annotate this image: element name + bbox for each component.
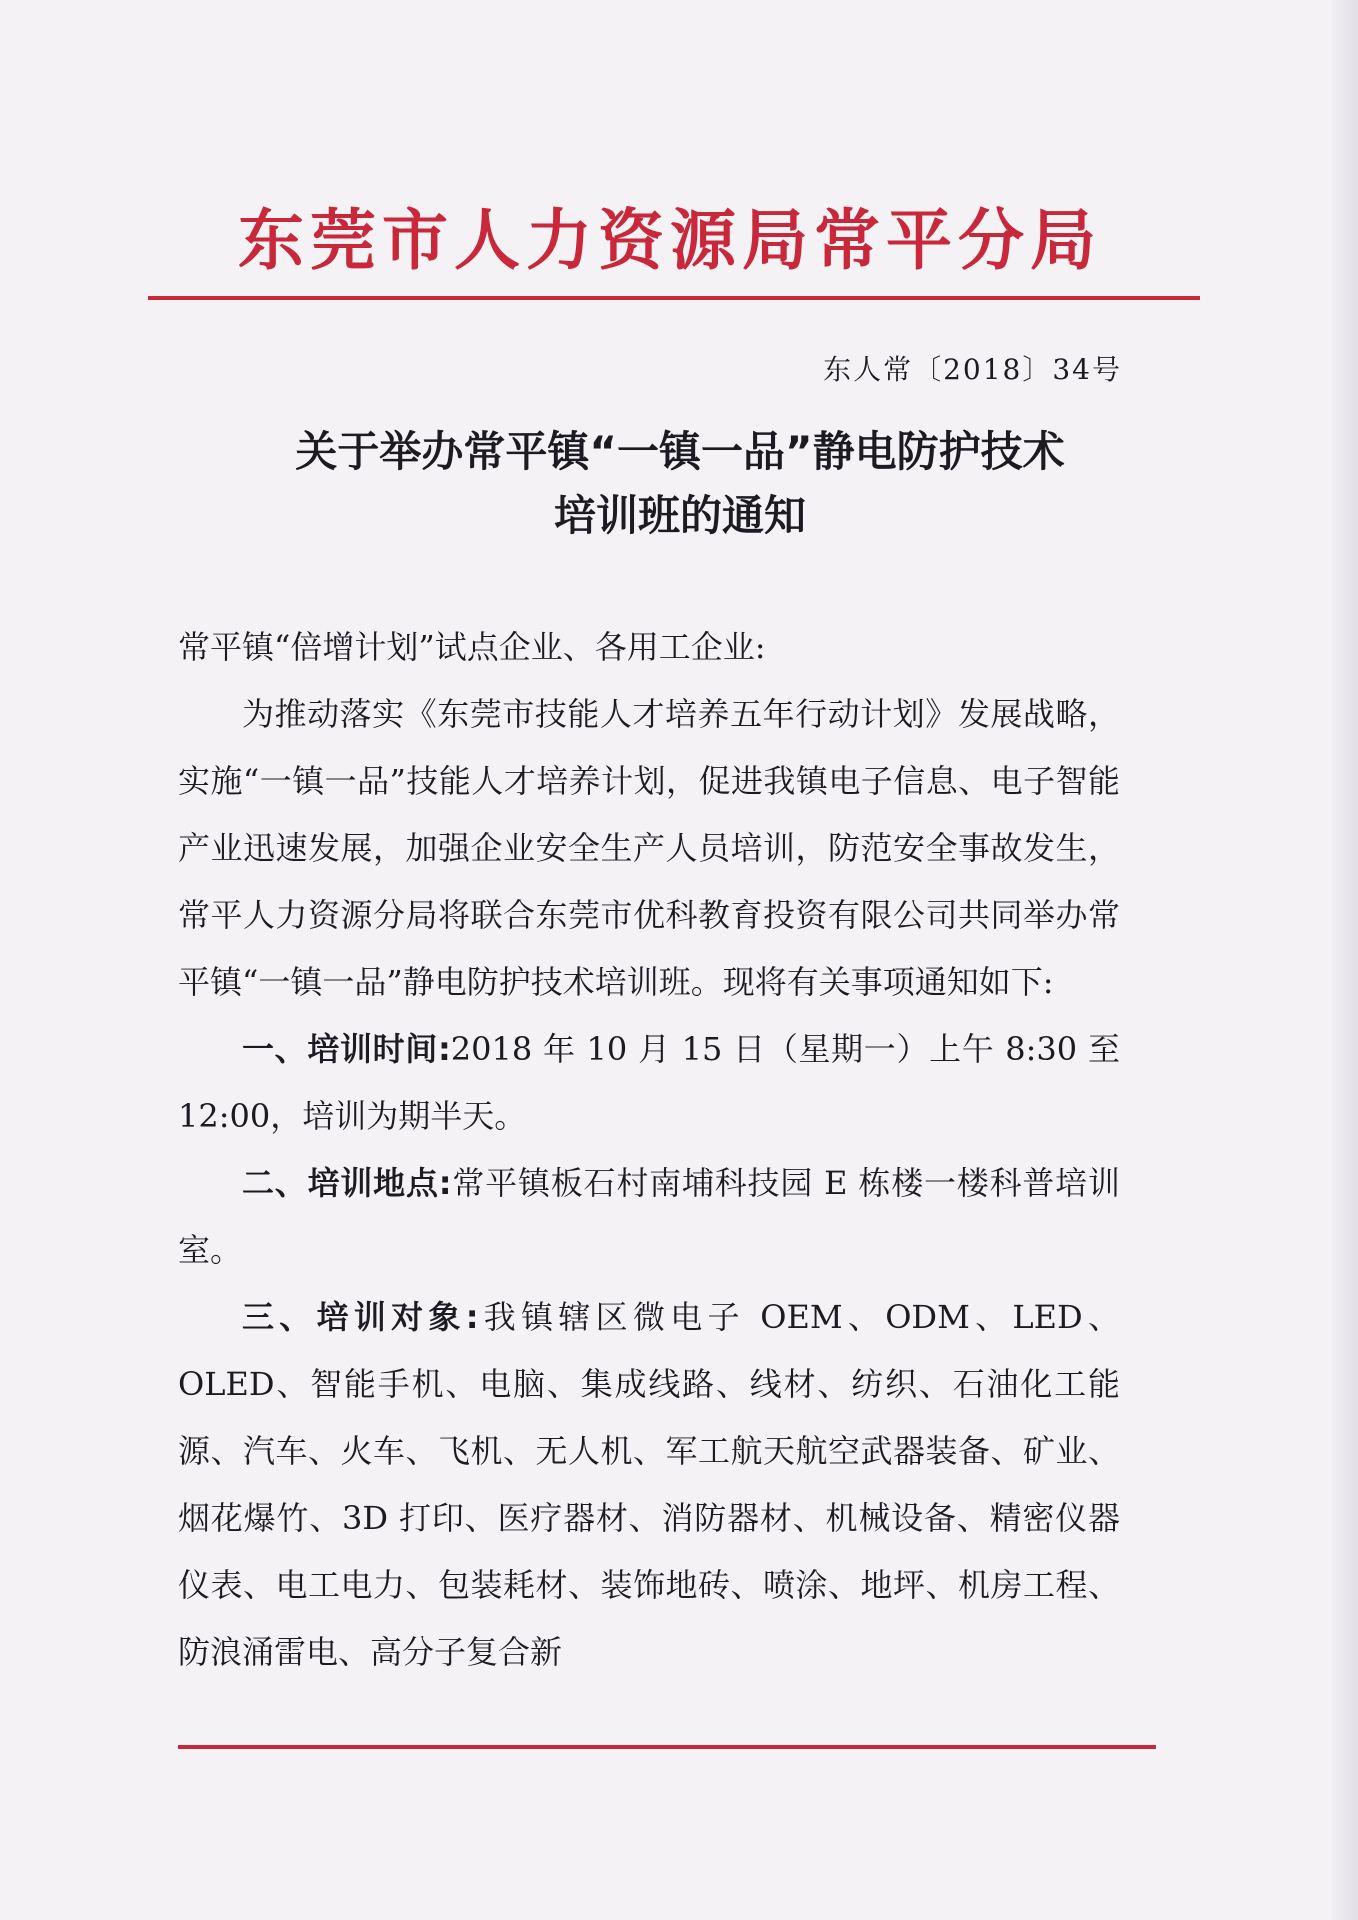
section-content: 2018 年 10 月 15 日（星期一）上午 8:30 至 12:00，培训为期半天。 bbox=[178, 1030, 1120, 1135]
document-title-line-2: 培训班的通知 bbox=[553, 491, 806, 540]
document-number: 东人常〔2018〕34号 bbox=[823, 353, 1122, 386]
section-heading: 三、培训对象: bbox=[242, 1298, 479, 1336]
document-body bbox=[178, 614, 1120, 1686]
section-training-time bbox=[178, 1016, 1120, 1150]
letterhead-red-rule bbox=[148, 296, 1200, 300]
document-title bbox=[140, 420, 1220, 548]
section-content: 我镇辖区微电子 OEM、ODM、LED、OLED、智能手机、电脑、集成线路、线材、纺织、石油化工能源、汽车、火车、飞机、无人机、军工航天航空武器装备、矿业、烟花爆竹、3D 打印、医疗器材、消防器材、机械设备、精密仪器仪表、电工电力、包装耗材、装饰地砖、喷涂、地坪、机房工程、防浪涌雷电、高分子复合新 bbox=[178, 1298, 1120, 1671]
section-heading: 一、培训时间: bbox=[242, 1030, 451, 1068]
footer-red-rule bbox=[178, 1745, 1156, 1749]
section-content: 常平镇板石村南埔科技园 E 栋楼一楼科普培训室。 bbox=[178, 1164, 1120, 1269]
intro-paragraph: 为推动落实《东莞市技能人才培养五年行动计划》发展战略，实施“一镇一品”技能人才培养计划，促进我镇电子信息、电子智能产业迅速发展，加强企业安全生产人员培训，防范安全事故发生，常平人力资源分局将联合东莞市优科教育投资有限公司共同举办常平镇“一镇一品”静电防护技术培训班。现将有关事项通知如下: bbox=[178, 695, 1120, 1001]
section-training-audience bbox=[178, 1284, 1120, 1686]
section-heading: 二、培训地点: bbox=[242, 1164, 452, 1202]
salutation: 常平镇“倍增计划”试点企业、各用工企业: bbox=[178, 628, 766, 666]
letterhead-org-name: 东莞市人力资源局常平分局 bbox=[238, 202, 1102, 279]
section-training-location bbox=[178, 1150, 1120, 1284]
document-title-line-1: 关于举办常平镇“一镇一品”静电防护技术 bbox=[295, 427, 1065, 476]
paper-edge bbox=[1332, 0, 1358, 1920]
